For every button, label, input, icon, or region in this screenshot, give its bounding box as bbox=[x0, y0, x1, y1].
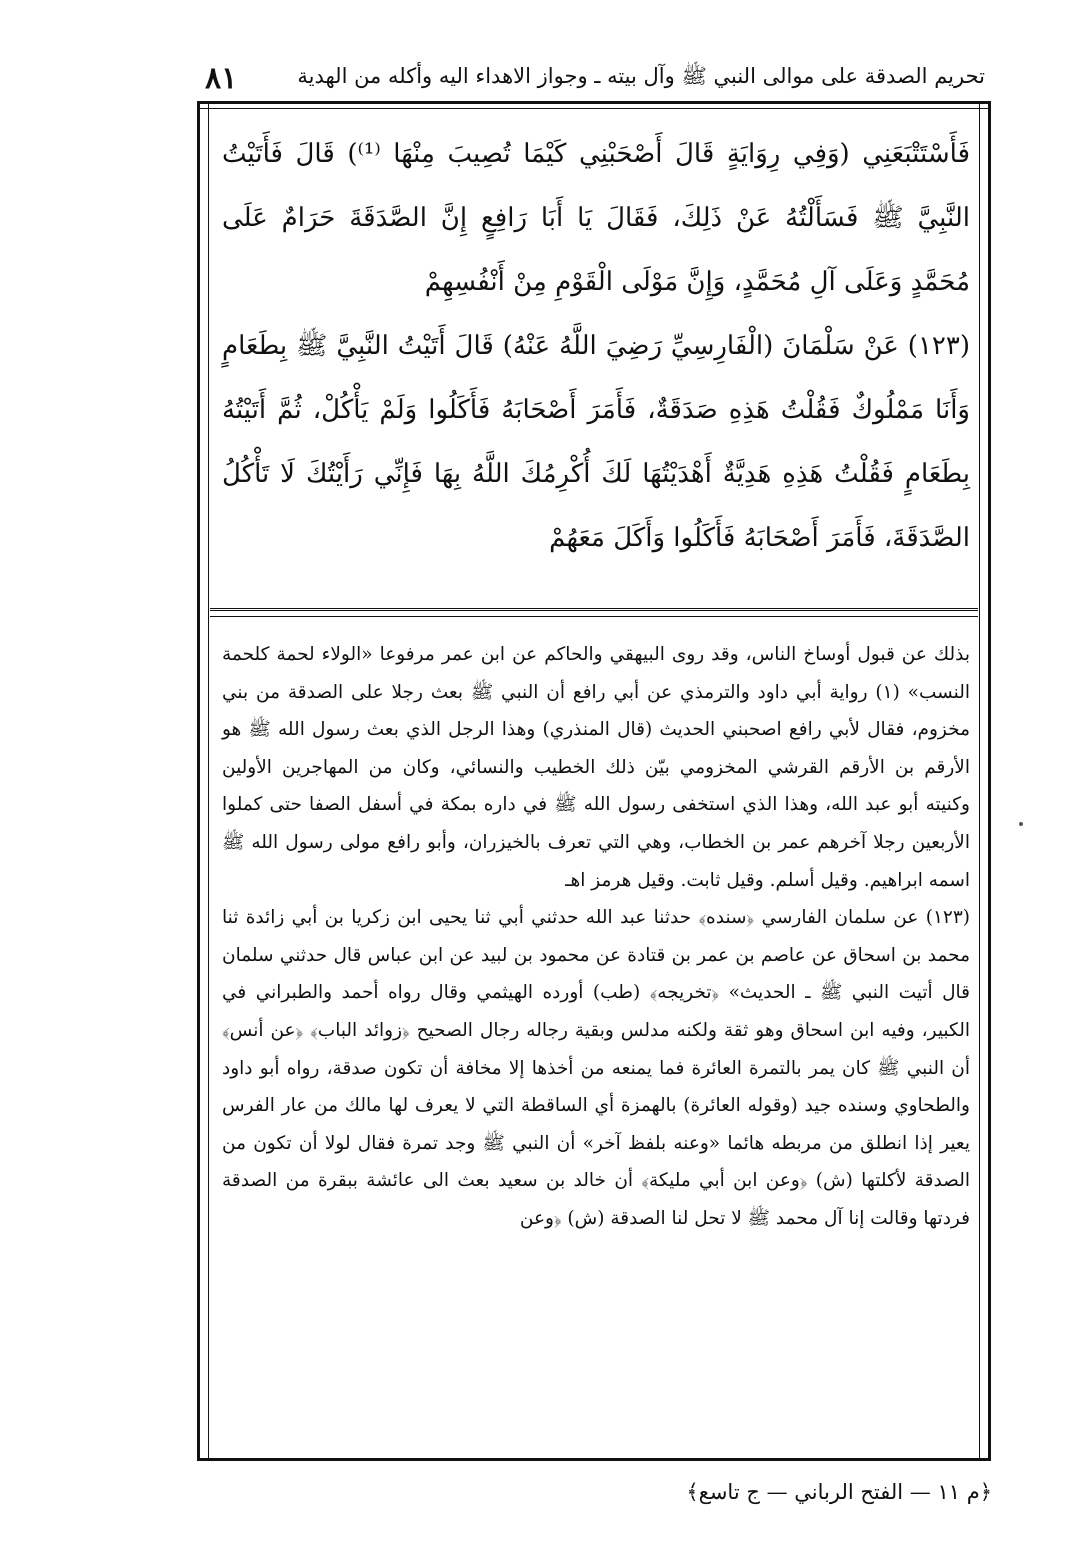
commentary-paragraph: بذلك عن قبول أوساخ الناس، وقد روى البيهقي والحاكم عن ابن عمر مرفوعا «الولاء لحمة كلحمة النسب» (١) رواية أبي داود والترمذي عن أبي رافع أن النبي ﷺ بعث رجلا على الصدقة من بني مخزوم، فقال لأبي رافع اصحبني الحديث (قال المنذري) وهذا الرجل الذي بعث رسول الله ﷺ هو الأرقم بن الأرقم القرشي المخزومي بيّن ذلك الخطيب والنسائي، وكان من المهاجرين الأولين وكنيته أبو عبد الله، وهذا الذي استخفى رسول الله ﷺ في داره بمكة في أسفل الصفا حتى كملوا الأربعين رجلا آخرهم عمر بن الخطاب، وهي التي تعرف بالخيزران، وأبو رافع مولى رسول الله ﷺ اسمه ابراهيم. وقيل أسلم. وقيل ثابت. وقيل هرمز اهـ bbox=[222, 644, 971, 891]
commentary-text bbox=[222, 636, 970, 1238]
commentary-paragraph: (١٢٣) عن سلمان الفارسي ﴿سنده﴾ حدثنا عبد الله حدثني أبي ثنا يحيى ابن زكريا بن أبي زائدة ثنا محمد بن اسحاق عن عاصم بن عمر بن قتادة عن محمود بن لبيد عن ابن عباس قال حدثني سلمان قال أتيت النبي ﷺ ـ الحديث» ﴿تخريجه﴾ (طب) أورده الهيثمي وقال رواه أحمد والطبراني في الكبير، وفيه ابن اسحاق وهو ثقة ولكنه مدلس وبقية رجاله رجال الصحيح ﴿زوائد الباب﴾ ﴿عن أنس﴾ أن النبي ﷺ كان يمر بالتمرة العائرة فما يمنعه من أخذها إلا مخافة أن تكون صدقة، رواه أبو داود والطحاوي وسنده جيد (وقوله العائرة) بالهمزة أي الساقطة التي لا يعرف لها مالك من عار الفرس يعير إذا انطلق من مربطه هائما «وعنه بلفظ آخر» أن النبي ﷺ وجد تمرة فقال لولا أن تكون من الصدقة لأكلتها (ش) ﴿وعن ابن أبي مليكة﴾ أن خالد بن سعيد بعث الى عائشة ببقرة من الصدقة فردتها وقالت إنا آل محمد ﷺ لا تحل لنا الصدقة (ش) ﴿وعن bbox=[222, 907, 970, 1229]
page-number: ٨١ bbox=[205, 60, 238, 96]
section-divider-inner bbox=[210, 616, 978, 617]
hadith-text bbox=[222, 122, 970, 570]
header-title: تحريم الصدقة على موالى النبي ﷺ وآل بيته ـ وجواز الاهداء اليه وأكله من الهدية bbox=[297, 63, 985, 88]
bottom-rule bbox=[197, 1458, 991, 1461]
running-header bbox=[205, 58, 985, 98]
hadith-paragraph: فَأَسْتَتْبَعَنِي (وَفِي رِوَايَةٍ قَالَ أَصْحَبْنِي كَيْمَا تُصِيبَ مِنْهَا ⁽¹⁾) قَالَ فَأَتَيْتُ النَّبِيَّ ﷺ فَسَأَلْتُهُ عَنْ ذَلِكَ، فَقَالَ يَا أَبَا رَافِعٍ إِنَّ الصَّدَقَةَ حَرَامٌ عَلَى مُحَمَّدٍ وَعَلَى آلِ مُحَمَّدٍ، وَإِنَّ مَوْلَى الْقَوْمِ مِنْ أَنْفُسِهِمْ bbox=[222, 139, 970, 297]
section-divider bbox=[210, 608, 978, 611]
footer-signature: ﴿م ١١ — الفتح الرباني — ج تاسع﴾ bbox=[686, 1480, 992, 1504]
margin-dot bbox=[1019, 822, 1023, 826]
hadith-paragraph: (١٢٣) عَنْ سَلْمَانَ (الْفَارِسِيِّ رَضِيَ اللَّهُ عَنْهُ) قَالَ أَتَيْتُ النَّبِيَّ ﷺ بِطَعَامٍ وَأَنَا مَمْلُوكٌ فَقُلْتُ هَذِهِ صَدَقَةٌ، فَأَمَرَ أَصْحَابَهُ فَأَكَلُوا وَلَمْ يَأْكُلْ، ثُمَّ أَتَيْتُهُ بِطَعَامٍ فَقُلْتُ هَذِهِ هَدِيَّةٌ أَهْدَيْتُهَا لَكَ أُكْرِمُكَ اللَّهُ بِهَا فَإِنِّي رَأَيْتُكَ لَا تَأْكُلُ الصَّدَقَةَ، فَأَمَرَ أَصْحَابَهُ فَأَكَلُوا وَأَكَلَ مَعَهُمْ bbox=[222, 331, 970, 553]
